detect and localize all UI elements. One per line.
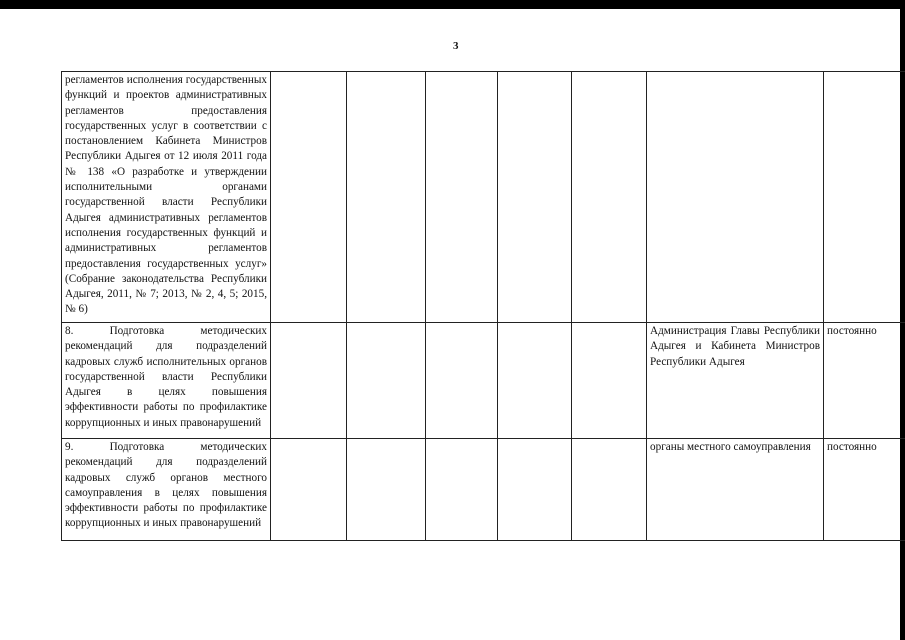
deadline-cell — [824, 439, 905, 541]
executor-text: Администрация Главы Республики Адыгея и Кабинета Министров Республики Адыгея — [650, 325, 820, 368]
deadline-cell — [824, 323, 905, 439]
measure-description: 9. Подготовка методических рекомендаций для подразделений кадровых служб органов местного самоуправления в целях повышения эффективности работы по профилактике коррупционных и иных правонарушений — [65, 441, 267, 530]
empty-cell — [498, 323, 572, 439]
table-row — [62, 72, 905, 323]
measure-description-cell — [62, 323, 271, 439]
measures-table — [61, 71, 905, 541]
empty-cell — [347, 323, 426, 439]
empty-cell — [572, 72, 647, 323]
scan-border-top — [0, 0, 905, 9]
table-row — [62, 323, 905, 439]
deadline-text: постоянно — [827, 325, 877, 337]
deadline-text: постоянно — [827, 441, 877, 453]
empty-cell — [426, 439, 498, 541]
empty-cell — [426, 72, 498, 323]
executor-text: органы местного самоуправления — [650, 441, 811, 453]
empty-cell — [271, 439, 347, 541]
empty-cell — [271, 323, 347, 439]
empty-cell — [498, 439, 572, 541]
empty-cell — [572, 439, 647, 541]
empty-cell — [498, 72, 572, 323]
empty-cell — [347, 72, 426, 323]
measure-description-cell — [62, 72, 271, 323]
measure-description: регламентов исполнения государственных функций и проектов административных регламентов предоставления государственных услуг в соответствии с постановлением Кабинета Министров Республики Адыгея от 12 июля 2011 года № 138 «О разработке и утверждении исполнительными органами государственной власти Республики Адыгея административных регламентов исполнения государственных функций и административных регламентов предоставления государственных услуг» (Собрание законодательства Республики Адыгея, 2011, № 7; 2013, № 2, 4, 5; 2015, № 6) — [65, 74, 267, 316]
executor-cell — [647, 72, 824, 323]
deadline-cell — [824, 72, 905, 323]
executor-cell — [647, 439, 824, 541]
measure-description: 8. Подготовка методических рекомендаций для подразделений кадровых служб исполнительных органов государственной власти Республики Адыгея в целях повышения эффективности работы по профилактике коррупционных и иных правонарушений — [65, 325, 267, 429]
empty-cell — [572, 323, 647, 439]
page-number: 3 — [453, 40, 459, 52]
measure-description-cell — [62, 439, 271, 541]
table-row — [62, 439, 905, 541]
executor-cell — [647, 323, 824, 439]
empty-cell — [271, 72, 347, 323]
empty-cell — [426, 323, 498, 439]
empty-cell — [347, 439, 426, 541]
